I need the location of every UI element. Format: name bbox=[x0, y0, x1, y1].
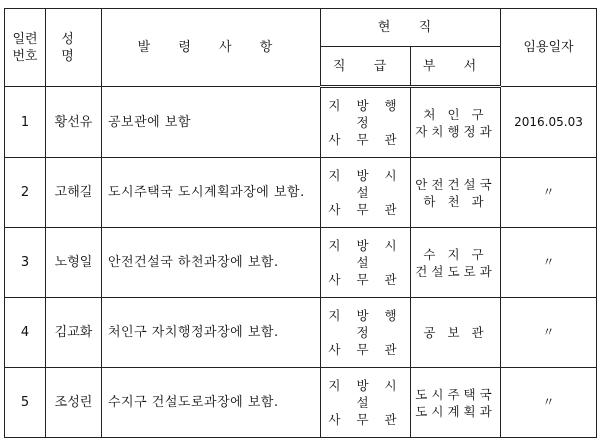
cell-dept-line2: 도시계획과 bbox=[415, 403, 496, 419]
cell-order-line1: 2 bbox=[20, 185, 30, 200]
cell-date-line1: 〃 bbox=[542, 325, 555, 339]
cell-date-line1: 〃 bbox=[542, 395, 555, 409]
cell-order bbox=[5, 368, 46, 438]
header-current-position: 현 직 bbox=[321, 9, 501, 47]
cell-dept bbox=[411, 368, 501, 438]
cell-dept bbox=[411, 87, 501, 158]
cell-rank-line1: 지 방 시 설 bbox=[328, 168, 403, 200]
cell-rank bbox=[321, 87, 411, 158]
cell-order bbox=[5, 87, 46, 158]
cell-name bbox=[46, 228, 102, 298]
cell-rank-line1: 지 방 시 설 bbox=[328, 238, 403, 270]
header-order-line1: 일련 bbox=[12, 31, 38, 47]
cell-dept-line2: 건설도로과 bbox=[415, 263, 496, 279]
cell-action-line1: 수지구 건설도로과장에 보함. bbox=[108, 395, 279, 410]
cell-order-line1: 4 bbox=[20, 325, 30, 340]
cell-rank-line2: 사 무 관 bbox=[328, 202, 403, 217]
cell-date bbox=[501, 87, 597, 158]
cell-dept-line1: 안전건설국 bbox=[415, 176, 496, 192]
cell-action bbox=[102, 87, 321, 158]
cell-dept-line1: 도시주택국 bbox=[415, 386, 496, 402]
cell-action-line1: 처인구 자치행정과장에 보함. bbox=[108, 325, 279, 340]
cell-date-line1: 2016.05.03 bbox=[514, 114, 583, 129]
cell-date bbox=[501, 298, 597, 368]
cell-rank-line2: 사 무 관 bbox=[328, 272, 403, 287]
cell-order-line1: 1 bbox=[20, 114, 30, 130]
cell-rank-line1: 지 방 행 정 bbox=[328, 98, 403, 130]
cell-rank bbox=[321, 228, 411, 298]
cell-action bbox=[102, 158, 321, 228]
cell-dept bbox=[411, 158, 501, 228]
cell-rank-line1: 지 방 시 설 bbox=[328, 378, 403, 410]
table-row bbox=[5, 298, 597, 368]
cell-order bbox=[5, 158, 46, 228]
header-rank: 직 급 bbox=[321, 47, 411, 87]
cell-action-line1: 도시주택국 도시계획과장에 보함. bbox=[108, 185, 305, 200]
cell-rank-line2: 사 무 관 bbox=[328, 132, 403, 147]
cell-rank-line2: 사 무 관 bbox=[328, 342, 403, 357]
cell-action bbox=[102, 368, 321, 438]
header-name: 성 명 bbox=[46, 9, 102, 87]
cell-name-line1: 노형일 bbox=[54, 255, 93, 270]
cell-dept-line1: 공 보 관 bbox=[423, 325, 488, 340]
cell-dept bbox=[411, 228, 501, 298]
cell-rank bbox=[321, 158, 411, 228]
cell-dept-line1: 수 지 구 bbox=[423, 246, 488, 262]
cell-rank-line1: 지 방 행 정 bbox=[328, 308, 403, 340]
cell-action-line1: 공보관에 보함 bbox=[108, 114, 191, 130]
header-order-line2: 번호 bbox=[12, 48, 38, 64]
cell-dept-line2: 하 천 과 bbox=[423, 193, 488, 209]
cell-name bbox=[46, 158, 102, 228]
cell-name-line1: 황선유 bbox=[54, 114, 93, 130]
cell-name-line1: 고해길 bbox=[54, 185, 93, 200]
cell-order bbox=[5, 228, 46, 298]
cell-dept bbox=[411, 298, 501, 368]
header-dept: 부 서 bbox=[411, 47, 501, 87]
table-row bbox=[5, 158, 597, 228]
cell-action bbox=[102, 298, 321, 368]
cell-date-line1: 〃 bbox=[542, 185, 555, 199]
cell-name-line1: 김교화 bbox=[54, 325, 93, 340]
cell-date bbox=[501, 158, 597, 228]
appointment-table bbox=[4, 8, 597, 438]
cell-rank-line2: 사 무 관 bbox=[328, 412, 403, 427]
cell-order-line1: 3 bbox=[20, 255, 30, 270]
header-action: 발 령 사 항 bbox=[102, 9, 321, 87]
cell-rank bbox=[321, 298, 411, 368]
header-date: 임용일자 bbox=[501, 9, 597, 87]
cell-dept-line1: 처 인 구 bbox=[423, 106, 488, 122]
cell-order bbox=[5, 298, 46, 368]
cell-name bbox=[46, 368, 102, 438]
table-row bbox=[5, 368, 597, 438]
cell-name bbox=[46, 87, 102, 158]
table-body bbox=[5, 87, 597, 438]
cell-date bbox=[501, 368, 597, 438]
cell-dept-line2: 자치행정과 bbox=[415, 123, 496, 139]
cell-name bbox=[46, 298, 102, 368]
cell-action-line1: 안전건설국 하천과장에 보함. bbox=[108, 255, 279, 270]
cell-name-line1: 조성린 bbox=[54, 395, 93, 410]
cell-date-line1: 〃 bbox=[542, 255, 555, 269]
cell-rank bbox=[321, 368, 411, 438]
table-row bbox=[5, 228, 597, 298]
table-row bbox=[5, 87, 597, 158]
cell-action bbox=[102, 228, 321, 298]
header-order bbox=[5, 9, 46, 87]
table-header bbox=[5, 9, 597, 87]
cell-order-line1: 5 bbox=[20, 395, 30, 410]
cell-date bbox=[501, 228, 597, 298]
